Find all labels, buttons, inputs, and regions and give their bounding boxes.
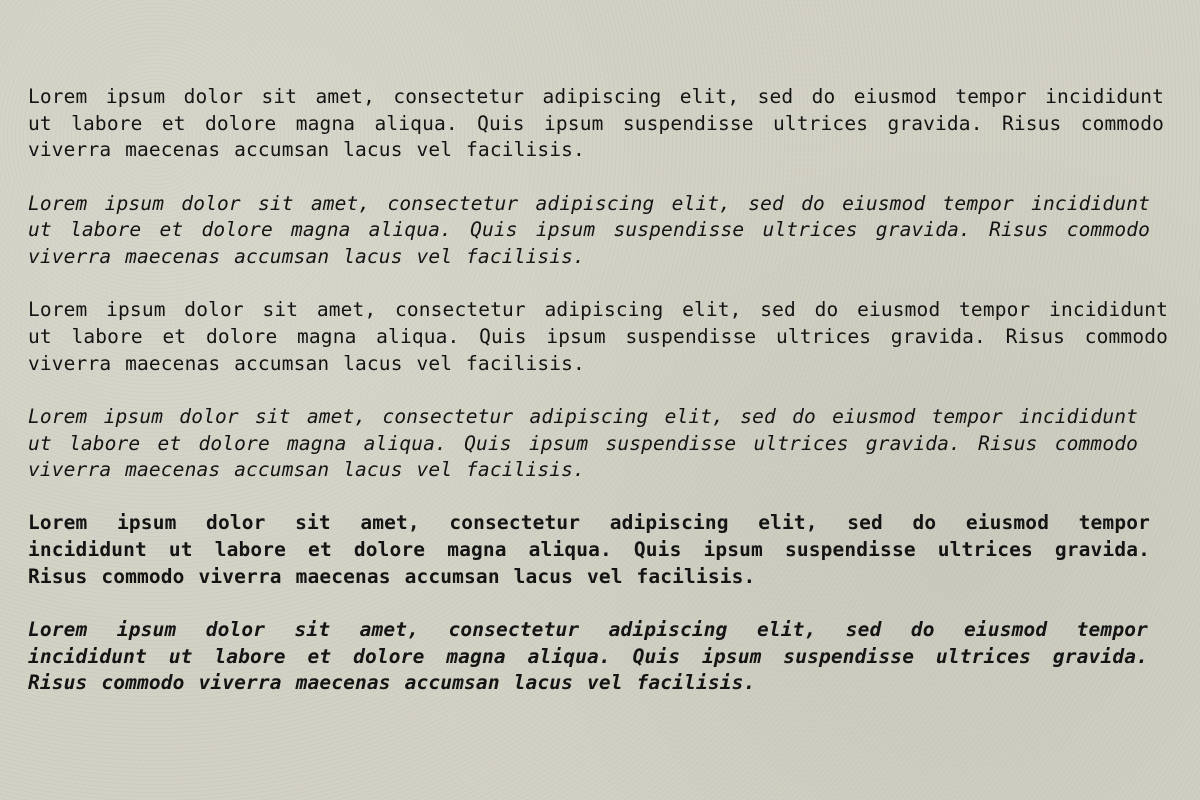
paragraph-line: ut labore et dolore magna aliqua. Quis ipsum suspendisse ultrices gravida. Risus commodo [28,324,1168,348]
paragraph-line: viverra maecenas accumsan lacus vel facilisis. [28,138,585,162]
paragraph-line: Lorem ipsum dolor sit amet, consectetur adipiscing elit, sed do eiusmod tempor [28,511,1150,535]
paragraph-line: Lorem ipsum dolor sit amet, consectetur adipiscing elit, sed do eiusmod tempor incididunt [28,191,1150,215]
paragraph-line: Lorem ipsum dolor sit amet, consectetur adipiscing elit, sed do eiusmod tempor incididunt [28,298,1168,322]
paragraph-regular-2 [28,297,1168,377]
paragraph-line: incididunt ut labore et dolore magna aliqua. Quis ipsum suspendisse ultrices gravida. [28,538,1150,562]
paragraph-line: Lorem ipsum dolor sit amet, consectetur adipiscing elit, sed do eiusmod tempor incididunt [28,404,1138,428]
paragraph-italic-2 [28,404,1138,484]
paragraph-line: ut labore et dolore magna aliqua. Quis ipsum suspendisse ultrices gravida. Risus commodo [28,111,1164,135]
paragraph-regular-1 [28,84,1164,164]
paragraph-italic-1 [28,191,1150,271]
paragraph-line: ut labore et dolore magna aliqua. Quis ipsum suspendisse ultrices gravida. Risus commodo [28,431,1138,455]
paragraph-line: Lorem ipsum dolor sit amet, consectetur adipiscing elit, sed do eiusmod tempor [28,618,1148,642]
paragraph-line: viverra maecenas accumsan lacus vel facilisis. [28,245,585,269]
paragraph-bold-italic [28,617,1148,697]
paragraph-line: Risus commodo viverra maecenas accumsan lacus vel facilisis. [28,564,756,588]
paragraph-line: incididunt ut labore et dolore magna aliqua. Quis ipsum suspendisse ultrices gravida. [28,644,1148,668]
paragraph-line: Lorem ipsum dolor sit amet, consectetur adipiscing elit, sed do eiusmod tempor incididunt [28,85,1164,108]
paragraph-line: viverra maecenas accumsan lacus vel facilisis. [28,351,585,375]
paragraph-line: ut labore et dolore magna aliqua. Quis ipsum suspendisse ultrices gravida. Risus commodo [28,218,1150,242]
paragraph-line: viverra maecenas accumsan lacus vel facilisis. [28,458,585,482]
paragraph-bold [28,510,1150,590]
paragraph-line: Risus commodo viverra maecenas accumsan lacus vel facilisis. [28,671,756,695]
